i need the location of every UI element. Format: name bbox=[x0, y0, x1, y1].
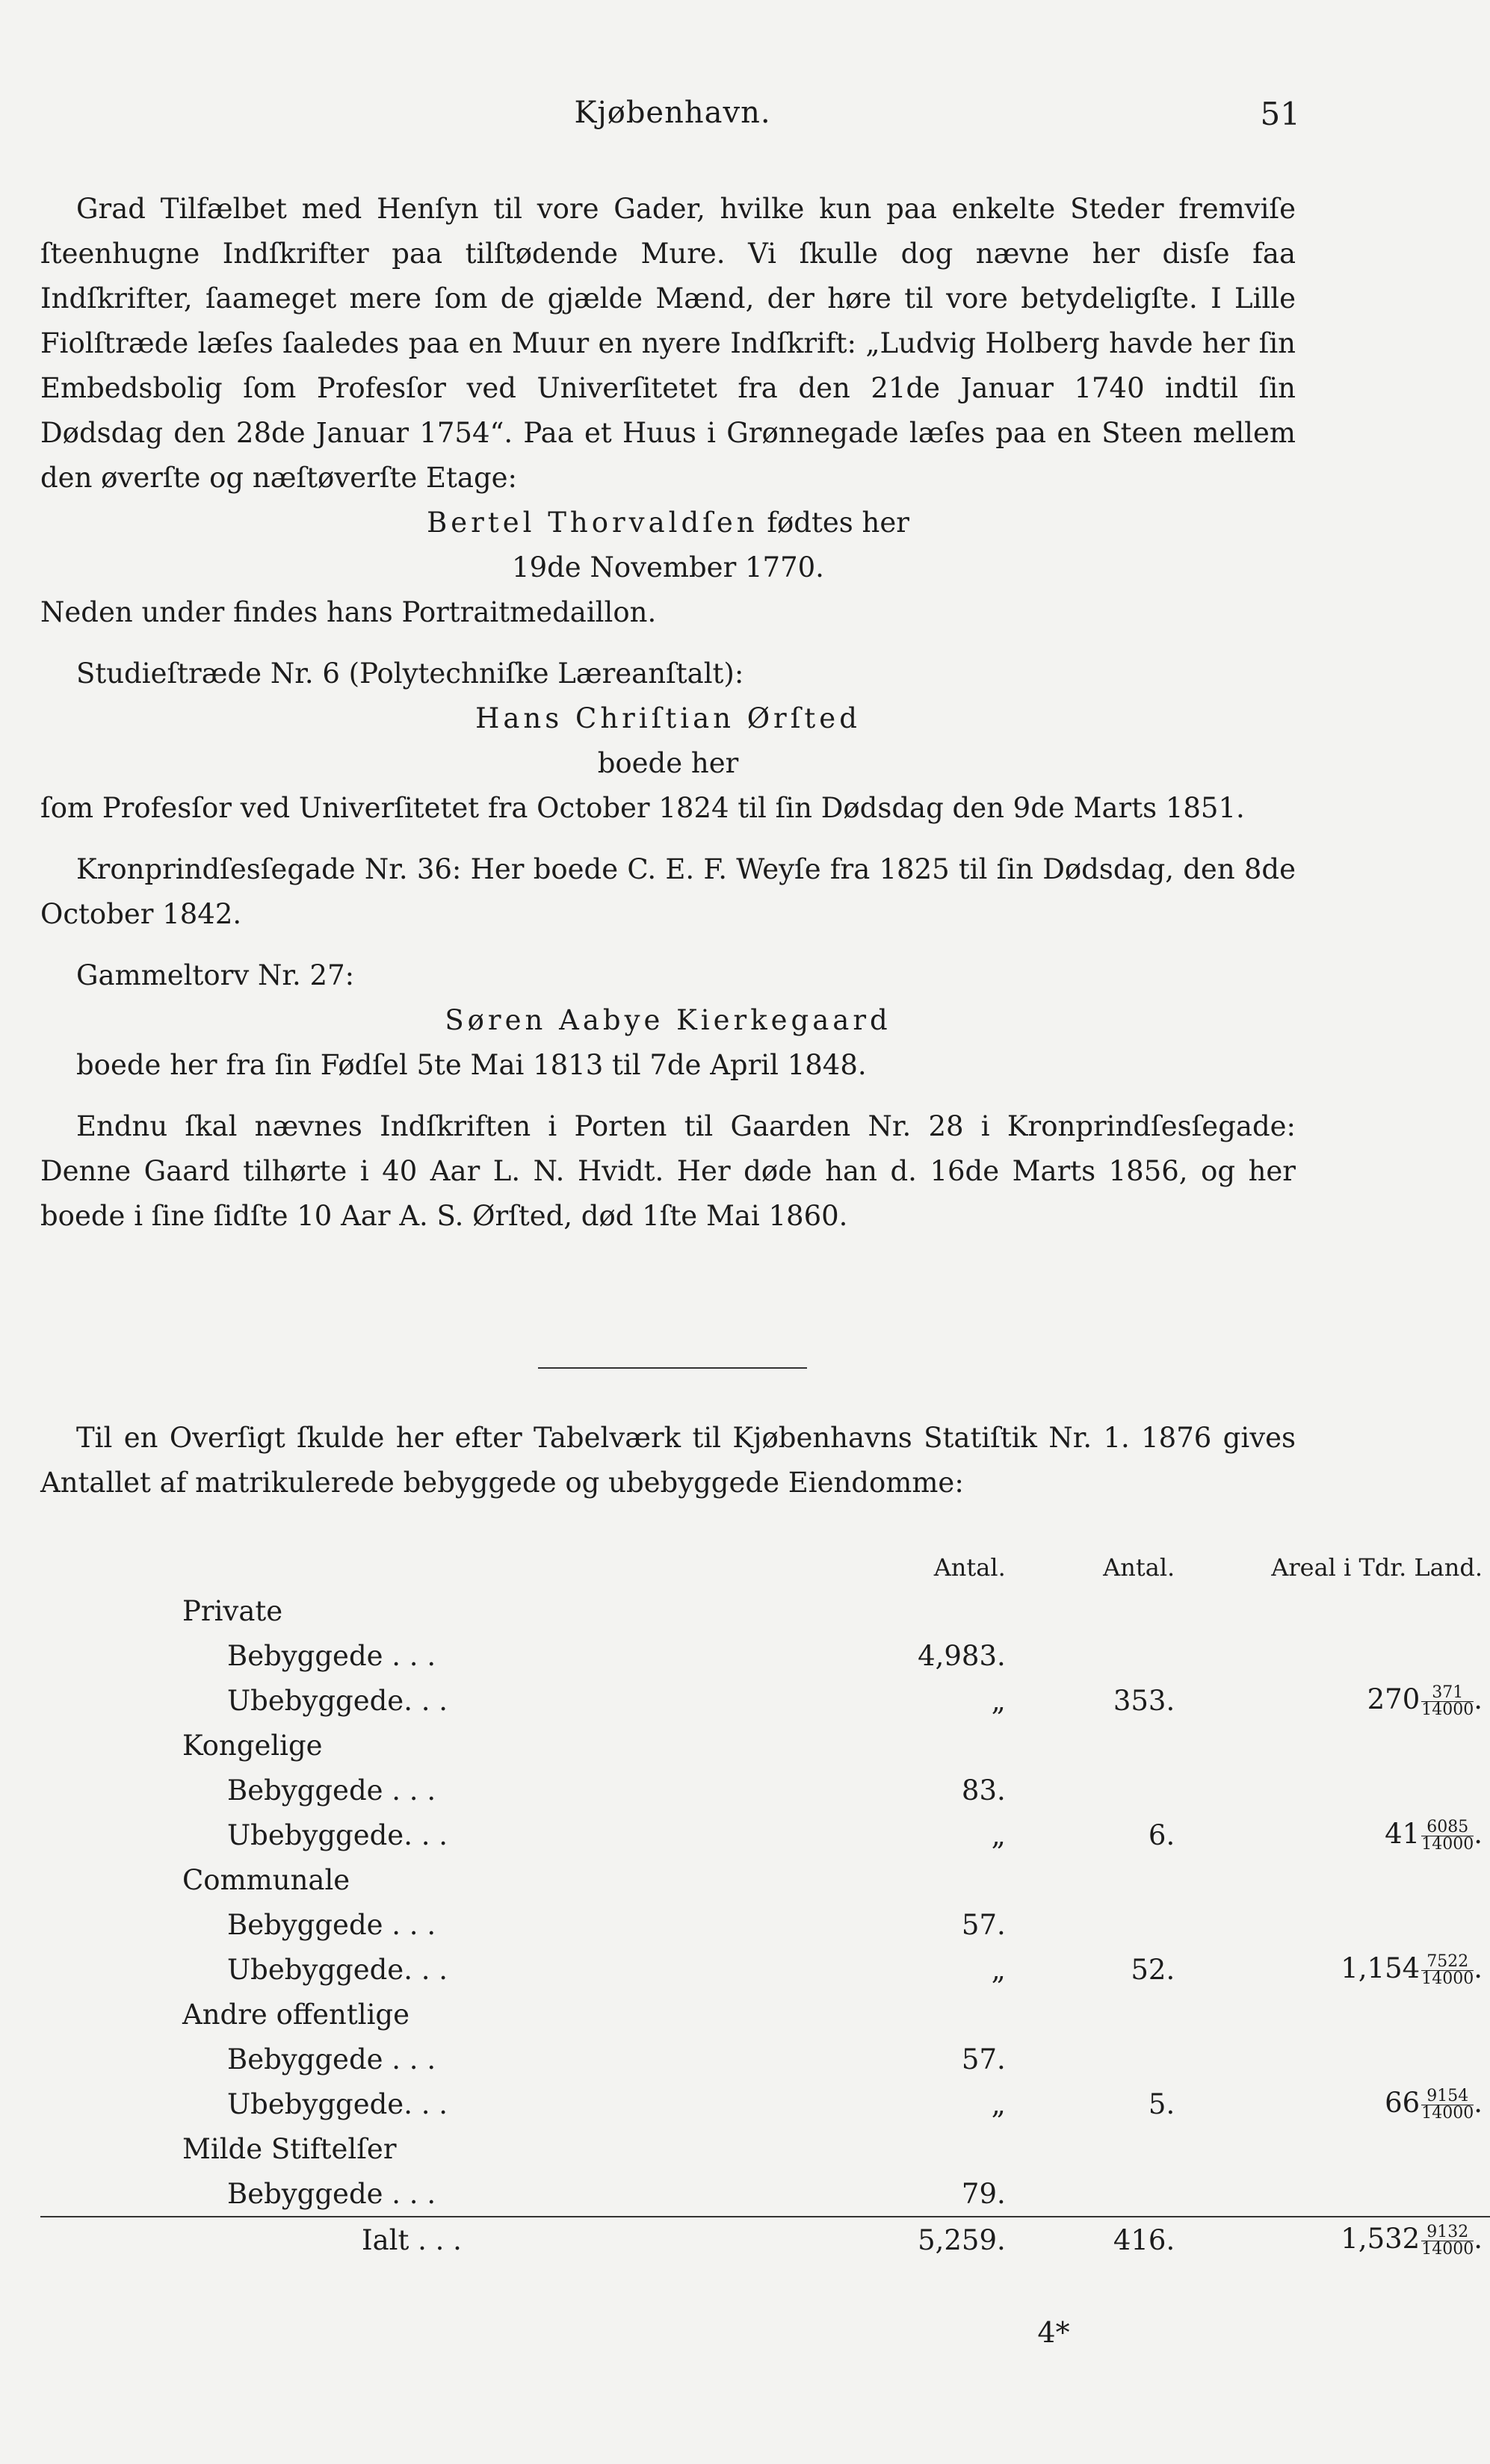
name-kierkegaard: Søren Aabye Kierkegaard bbox=[445, 1004, 891, 1036]
area-whole: 41 bbox=[1385, 1817, 1421, 1850]
paragraph-intro: Grad Tilfælbet med Henſyn til vore Gader, hvilke kun paa enkelte Steder fremviſe ſteenhugne Indſkrifter paa tilſtødende Mure. Vi ſkulle dog nævne her disſe faa Indſkrifter, ſaameget mere ſom de gjælde Mænd, der høre til vore betydeligſte. I Lille Fiolſtræde læſes ſaaledes paa en Muur en nyere Indſkrift: „Ludvig Holberg havde her ſin Embedsbolig ſom Profesſor ved Univerſitetet fra den 21de Januar 1740 indtil ſin Dødsdag den 28de Januar 1754“. Paa et Huus i Grønnegade læſes paa en Steen mellem den øverſte og næſtøverſte Etage: bbox=[40, 193, 1296, 494]
header-antal-1: Antal. bbox=[933, 1553, 1006, 1582]
period: . bbox=[1474, 1683, 1483, 1715]
group-label: Milde Stiftelſer bbox=[182, 2132, 397, 2165]
signature-mark: 4* bbox=[1037, 2316, 1070, 2349]
cell-antal-2 bbox=[1006, 2171, 1175, 2217]
weyse-paragraph: Kronprindſesſegade Nr. 36: Her boede C. E. F. Weyſe fra 1825 til ſin Dødsdag, den 8de October 1842. bbox=[40, 853, 1296, 930]
row-label: Bebyggede . . . bbox=[227, 1774, 436, 1807]
table-intro bbox=[40, 1416, 1296, 1505]
row-label: Ubebyggede. . . bbox=[227, 1818, 448, 1851]
cell-areal bbox=[1175, 1947, 1490, 1992]
header-areal: Areal i Tdr. Land. bbox=[1271, 1553, 1483, 1582]
table-row bbox=[40, 1947, 1490, 1992]
oersted-line-2: boede her bbox=[597, 747, 739, 779]
table-row bbox=[40, 1768, 1490, 1813]
fraction-denominator: 14000 bbox=[1421, 1700, 1474, 1719]
row-label: Ubebyggede. . . bbox=[227, 2087, 448, 2120]
fraction-denominator: 14000 bbox=[1421, 2239, 1474, 2259]
cell-areal bbox=[1175, 1678, 1490, 1723]
fraction-denominator: 14000 bbox=[1421, 1834, 1474, 1854]
table-group-row bbox=[40, 1992, 1490, 2037]
table-intro-text: Til en Overſigt ſkulde her efter Tabelværk til Kjøbenhavns Statiſtik Nr. 1. 1876 gives Antallet af matrikulerede bebyggede og ubebyggede Eiendomme: bbox=[40, 1422, 1296, 1499]
table-row bbox=[40, 1678, 1490, 1723]
area-fraction bbox=[1421, 2224, 1474, 2258]
table-group-row bbox=[40, 1588, 1490, 1633]
area-whole: 66 bbox=[1385, 2086, 1421, 2119]
table-header-row bbox=[40, 1547, 1490, 1588]
cell-antal-1: „ bbox=[991, 1953, 1006, 1986]
table-row bbox=[40, 1902, 1490, 1947]
cell-areal bbox=[1175, 1902, 1490, 1947]
fraction-numerator: 9154 bbox=[1421, 2088, 1474, 2105]
group-label: Kongelige bbox=[182, 1729, 323, 1762]
total-antal-1: 5,259. bbox=[814, 2217, 1006, 2262]
kierkegaard-text: boede her fra ſin Fødſel 5te Mai 1813 til 7de April 1848. bbox=[76, 1049, 867, 1081]
last-paragraph: Endnu ſkal nævnes Indſkriften i Porten til Gaarden Nr. 28 i Kronprindſesſegade: Denne Gaard tilhørte i 40 Aar L. N. Hvidt. Her døde han d. 16de Marts 1856, og her boede i ſine ſidſte 10 Aar A. S. Ørſted, død 1ſte Mai 1860. bbox=[40, 1110, 1296, 1232]
cell-antal-2: 5. bbox=[1148, 2087, 1175, 2120]
total-areal bbox=[1175, 2217, 1490, 2262]
cell-areal bbox=[1175, 2081, 1490, 2126]
cell-antal-2 bbox=[1006, 2037, 1175, 2081]
fraction-denominator: 14000 bbox=[1421, 1969, 1474, 1988]
cell-antal-1: 4,983. bbox=[918, 1639, 1006, 1672]
area-fraction bbox=[1421, 2088, 1474, 2122]
area-fraction bbox=[1421, 1819, 1474, 1853]
fraction-numerator: 6085 bbox=[1421, 1819, 1474, 1836]
period: . bbox=[1474, 2086, 1483, 2119]
row-label: Bebyggede . . . bbox=[227, 2177, 436, 2210]
fraction-numerator: 371 bbox=[1421, 1685, 1474, 1702]
inscription-thorvaldsen-note: Neden under findes hans Portraitmedaillon. bbox=[40, 596, 657, 628]
row-label: Ubebyggede. . . bbox=[227, 1953, 448, 1986]
fraction-numerator: 9132 bbox=[1421, 2224, 1474, 2241]
gammeltorv-address: Gammeltorv Nr. 27: bbox=[76, 959, 355, 991]
fraction-denominator: 14000 bbox=[1421, 2103, 1474, 2123]
table-body bbox=[40, 1588, 1490, 2262]
area-whole: 1,532 bbox=[1341, 2222, 1421, 2255]
cell-areal bbox=[1175, 1633, 1490, 1678]
table-group-row bbox=[40, 2126, 1490, 2171]
cell-antal-1: „ bbox=[991, 1684, 1006, 1717]
cell-antal-1: 57. bbox=[961, 2043, 1006, 2075]
cell-areal bbox=[1175, 1813, 1490, 1857]
page-number: 51 bbox=[1260, 96, 1300, 132]
oersted-line-3: ſom Profesſor ved Univerſitetet fra October 1824 til ſin Dødsdag den 9de Marts 1851. bbox=[40, 792, 1245, 824]
period: . bbox=[1474, 1817, 1483, 1850]
table-row bbox=[40, 2081, 1490, 2126]
cell-antal-2: 353. bbox=[1113, 1684, 1175, 1717]
table-group-row bbox=[40, 1723, 1490, 1768]
table-row bbox=[40, 1813, 1490, 1857]
cell-areal bbox=[1175, 2037, 1490, 2081]
table-row bbox=[40, 1633, 1490, 1678]
table-total-row bbox=[40, 2217, 1490, 2262]
row-label: Bebyggede . . . bbox=[227, 1639, 436, 1672]
cell-antal-2: 52. bbox=[1131, 1953, 1175, 1986]
running-header: Kjøbenhavn. bbox=[574, 96, 771, 130]
cell-areal bbox=[1175, 1768, 1490, 1813]
cell-antal-1: „ bbox=[991, 1818, 1006, 1851]
studie-address: Studieſtræde Nr. 6 (Polytechniſke Læreanſtalt): bbox=[76, 657, 744, 690]
table-row bbox=[40, 2171, 1490, 2217]
cell-antal-1: 83. bbox=[961, 1774, 1006, 1807]
table-group-row bbox=[40, 1857, 1490, 1902]
row-label: Bebyggede . . . bbox=[227, 1908, 436, 1941]
cell-antal-2 bbox=[1006, 1633, 1175, 1678]
name-thorvaldsen: Bertel Thorvaldſen bbox=[427, 507, 758, 539]
table-row bbox=[40, 2037, 1490, 2081]
cell-antal-1: 79. bbox=[961, 2177, 1006, 2210]
period: . bbox=[1474, 1951, 1483, 1984]
main-text bbox=[40, 187, 1296, 1239]
area-whole: 1,154 bbox=[1341, 1951, 1421, 1984]
group-label: Private bbox=[182, 1594, 283, 1627]
fraction-numerator: 7522 bbox=[1421, 1954, 1474, 1971]
total-antal-2: 416. bbox=[1006, 2217, 1175, 2262]
total-label: Ialt . . . bbox=[40, 2217, 814, 2262]
inscription-thorvaldsen bbox=[40, 501, 1296, 545]
area-fraction bbox=[1421, 1951, 1474, 1988]
group-label: Andre offentlige bbox=[182, 1998, 409, 2031]
cell-areal bbox=[1175, 2171, 1490, 2217]
cell-antal-1: 57. bbox=[961, 1908, 1006, 1941]
cell-antal-2: 6. bbox=[1148, 1818, 1175, 1851]
row-label: Bebyggede . . . bbox=[227, 2043, 436, 2075]
area-fraction bbox=[1421, 1685, 1474, 1718]
cell-antal-1: „ bbox=[991, 2087, 1006, 2120]
group-label: Communale bbox=[182, 1863, 350, 1896]
row-label: Ubebyggede. . . bbox=[227, 1684, 448, 1717]
section-divider bbox=[538, 1367, 807, 1369]
name-oersted: Hans Chriſtian Ørſted bbox=[475, 702, 861, 734]
inscription-thorvaldsen-date: 19de November 1770. bbox=[512, 551, 824, 584]
area-whole: 270 bbox=[1367, 1683, 1421, 1715]
cell-antal-2 bbox=[1006, 1768, 1175, 1813]
header-antal-2: Antal. bbox=[1103, 1553, 1175, 1582]
inscription-thorvaldsen-rest: fødtes her bbox=[758, 507, 909, 539]
property-table bbox=[40, 1547, 1490, 2262]
period: . bbox=[1474, 2222, 1483, 2255]
cell-antal-2 bbox=[1006, 1902, 1175, 1947]
